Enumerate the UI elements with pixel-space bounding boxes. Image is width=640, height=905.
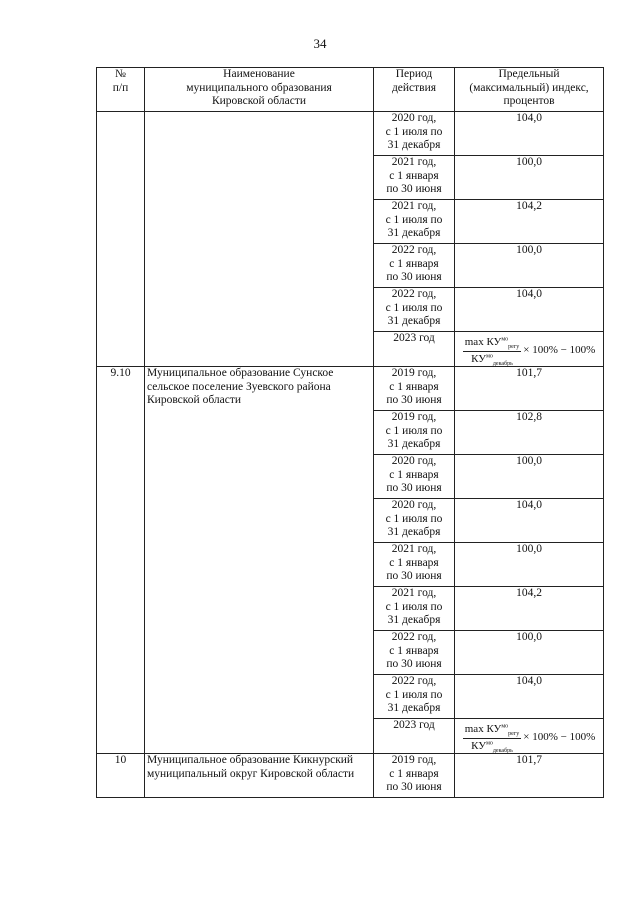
period-cell: 2020 год, с 1 января по 30 июня: [374, 455, 455, 499]
municipality-name: Муниципальное образование Сунское сельское поселение Зуевского района Кировской области: [145, 367, 374, 754]
formula-tail: × 100% − 100%: [523, 344, 596, 357]
period-cell: 2022 год, с 1 июля по 31 декабря: [374, 288, 455, 332]
page-number: 34: [313, 36, 327, 51]
period-cell: 2022 год, с 1 июля по 31 декабря: [374, 675, 455, 719]
index-value: 101,7: [455, 367, 604, 411]
index-value: 104,0: [455, 499, 604, 543]
index-value: 104,2: [455, 200, 604, 244]
table-row: [97, 112, 604, 156]
period-cell: 2021 год, с 1 января по 30 июня: [374, 156, 455, 200]
index-value: 101,7: [455, 754, 604, 798]
index-value: 100,0: [455, 156, 604, 200]
table-header-row: [97, 68, 604, 112]
period-cell: 2019 год, с 1 июля по 31 декабря: [374, 411, 455, 455]
period-cell: 2019 год, с 1 января по 30 июня: [374, 754, 455, 798]
formula-fraction: [463, 723, 522, 753]
municipality-name: Муниципальное образование Кикнурский муниципальный округ Кировской области: [145, 754, 374, 798]
index-value: 102,8: [455, 411, 604, 455]
index-formula: [455, 719, 604, 754]
formula-denominator: $КУ^{мо}_{декабрь}$: [471, 739, 513, 754]
period-cell: 2023 год: [374, 332, 455, 367]
period-cell: 2021 год, с 1 января по 30 июня: [374, 543, 455, 587]
index-value: 100,0: [455, 455, 604, 499]
header-period: Период действия: [374, 68, 455, 112]
row-number: 10: [97, 754, 145, 798]
municipality-name: [145, 112, 374, 367]
index-value: 100,0: [455, 244, 604, 288]
index-formula: [455, 332, 604, 367]
period-cell: 2019 год, с 1 января по 30 июня: [374, 367, 455, 411]
header-name: Наименование муниципального образования Кировской области: [145, 68, 374, 112]
formula-denominator: $КУ^{мо}_{декабрь}$: [471, 352, 513, 367]
period-cell: 2022 год, с 1 января по 30 июня: [374, 244, 455, 288]
period-cell: 2022 год, с 1 января по 30 июня: [374, 631, 455, 675]
period-cell: 2021 год, с 1 июля по 31 декабря: [374, 587, 455, 631]
tariff-index-table: [96, 67, 604, 798]
formula-numerator: $\max КУ^{мо}_{регу}$: [464, 336, 520, 351]
row-number: 9.10: [97, 367, 145, 754]
formula-fraction: [463, 336, 522, 366]
index-value: 104,0: [455, 288, 604, 332]
row-number: [97, 112, 145, 367]
index-value: 100,0: [455, 631, 604, 675]
period-cell: 2021 год, с 1 июля по 31 декабря: [374, 200, 455, 244]
header-index: Предельный (максимальный) индекс, процентов: [455, 68, 604, 112]
index-value: 104,0: [455, 112, 604, 156]
formula-numerator: $\max КУ^{мо}_{регу}$: [464, 723, 520, 738]
index-value: 104,2: [455, 587, 604, 631]
period-cell: 2023 год: [374, 719, 455, 754]
table-row: [97, 367, 604, 411]
index-value: 100,0: [455, 543, 604, 587]
table-row: [97, 754, 604, 798]
period-cell: 2020 год, с 1 июля по 31 декабря: [374, 499, 455, 543]
formula: [457, 719, 601, 753]
period-cell: 2020 год, с 1 июля по 31 декабря: [374, 112, 455, 156]
formula-tail: × 100% − 100%: [523, 731, 596, 744]
index-value: 104,0: [455, 675, 604, 719]
formula: [457, 332, 601, 366]
header-num: № п/п: [97, 68, 145, 112]
